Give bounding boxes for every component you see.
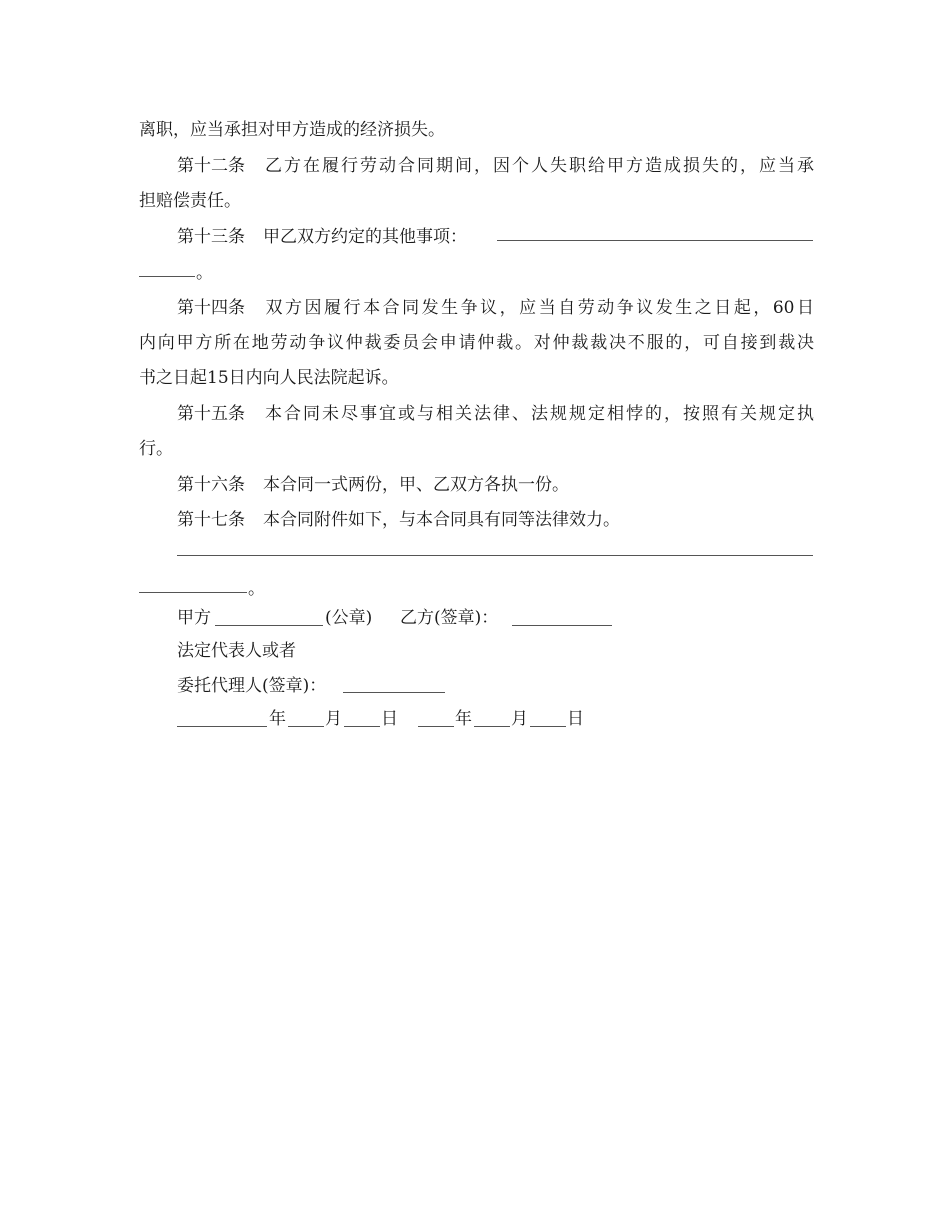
- date-b-year-label: 年: [455, 709, 472, 729]
- agent-blank[interactable]: [343, 692, 445, 693]
- article-14-line-1: [177, 297, 814, 319]
- date-b-day-blank[interactable]: [530, 726, 566, 727]
- article-14-text-1: 双方因履行本合同发生争议，应当自劳动争议发生之日起，60日: [263, 298, 814, 318]
- paragraph-continuation: 离职，应当承担对甲方造成的经济损失。: [139, 120, 445, 140]
- article-13-number: 第十三条: [177, 227, 245, 247]
- date-a-day-blank[interactable]: [344, 726, 380, 727]
- legal-rep-label: 法定代表人或者: [177, 641, 296, 661]
- article-16-line: [177, 474, 814, 496]
- article-15-text-1: 本合同未尽事宜或与相关法律、法规规定相悖的，按照有关规定执: [263, 404, 814, 424]
- date-b-month-blank[interactable]: [474, 726, 510, 727]
- date-a-month-label: 月: [325, 709, 342, 729]
- article-15-line-2: 行。: [139, 439, 173, 459]
- article-12-line-2: 担赔偿责任。: [139, 191, 241, 211]
- date-b-day-label: 日: [567, 709, 584, 729]
- article-14-line-3: 书之日起15日内向人民法院起诉。: [139, 368, 399, 388]
- party-b-blank[interactable]: [512, 625, 612, 626]
- article-15-line-1: [177, 403, 814, 425]
- attachment-blank-line-1[interactable]: [177, 555, 813, 556]
- date-b-year-blank[interactable]: [418, 726, 454, 727]
- article-15-number: 第十五条: [177, 404, 245, 424]
- article-12-text-1: 乙方在履行劳动合同期间，因个人失职给甲方造成损失的，应当承: [263, 156, 814, 176]
- article-13-line-1: [177, 226, 814, 248]
- date-b-month-label: 月: [511, 709, 528, 729]
- article-17-line: [177, 509, 814, 531]
- article-17-number: 第十七条: [177, 510, 245, 530]
- attachment-blank-line-2[interactable]: [139, 592, 247, 593]
- article-16-number: 第十六条: [177, 475, 245, 495]
- party-b-label: 乙方(签章)：: [400, 608, 499, 628]
- agent-label: 委托代理人(签章)：: [177, 676, 327, 696]
- party-a-seal: (公章): [325, 608, 373, 628]
- article-12-number: 第十二条: [177, 156, 245, 176]
- article-13-end: 。: [196, 263, 213, 283]
- article-14-number: 第十四条: [177, 298, 245, 318]
- party-a-label: 甲方: [177, 608, 211, 628]
- article-16-text: 本合同一式两份，甲、乙双方各执一份。: [263, 475, 569, 495]
- article-13-text: 甲乙双方约定的其他事项：: [263, 227, 467, 247]
- article-17-end: 。: [248, 579, 265, 599]
- article-13-blank-line-2[interactable]: [139, 276, 195, 277]
- article-14-line-2: 内向甲方所在地劳动争议仲裁委员会申请仲裁。对仲裁裁决不服的，可自接到裁决: [139, 333, 814, 353]
- party-a-blank[interactable]: [215, 625, 323, 626]
- article-17-text: 本合同附件如下，与本合同具有同等法律效力。: [263, 510, 620, 530]
- date-a-month-blank[interactable]: [288, 726, 324, 727]
- date-a-year-blank[interactable]: [177, 726, 267, 727]
- article-13-blank-line-1[interactable]: [497, 240, 813, 241]
- date-a-day-label: 日: [381, 709, 398, 729]
- article-12-line-1: [177, 155, 814, 177]
- date-a-year-label: 年: [269, 709, 286, 729]
